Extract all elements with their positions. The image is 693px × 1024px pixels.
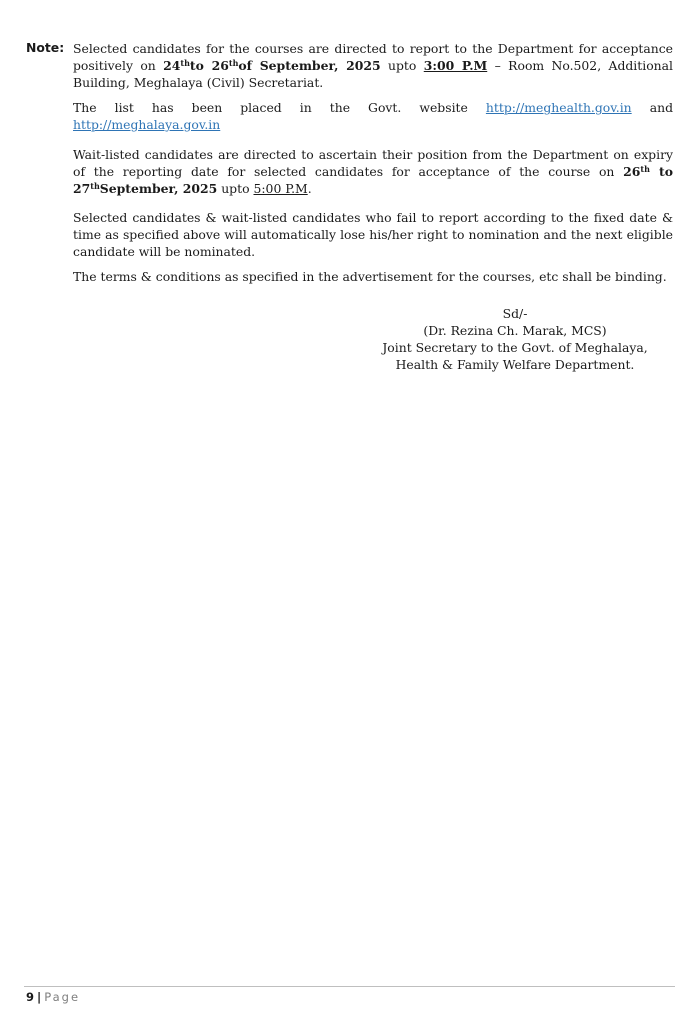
text-segment: The list has been placed in the Govt. website [73, 100, 486, 115]
text-segment: Selected candidates for the courses are directed to report to the Department for acceptance positively on [73, 41, 673, 73]
meghealth-link[interactable]: http://meghealth.gov.in [485, 100, 632, 115]
page-number: 9 [26, 990, 35, 1004]
footer-separator: | [37, 990, 42, 1004]
text-segment: – Room No.502, Additional Building, Meghalaya (Civil) Secretariat. [73, 58, 674, 90]
note-label: Note: [26, 40, 65, 55]
signature-block [380, 305, 650, 373]
text-segment: upto [217, 181, 254, 196]
signature-sd: Sd/- [502, 306, 528, 321]
reporting-time: 3:00 P.M [423, 58, 488, 73]
text-segment: upto [380, 58, 424, 73]
note-paragraph-waitlist [73, 146, 673, 197]
text-segment: Wait-listed candidates are directed to ascertain their position from the Department on expiry of the reporting date for selected candidates for acceptance of the course on [73, 147, 673, 179]
signatory-title: Joint Secretary to the Govt. of Meghalaya, [382, 340, 648, 355]
text-segment: . [307, 181, 312, 196]
note-paragraph-failure: Selected candidates & wait-listed candidates who fail to report according to the fixed date & time as specified above will automatically lose his/her right to nomination and the next eligible candidate will be nominated. [73, 210, 673, 259]
note-paragraph-reporting [73, 40, 673, 91]
meghalaya-link[interactable]: http://meghalaya.gov.in [73, 117, 221, 132]
page-label: Page [44, 990, 81, 1004]
waitlist-time: 5:00 P.M [253, 181, 308, 196]
waitlist-dates: 26th to 27thSeptember, 2025 [73, 164, 673, 196]
text-segment: and [631, 100, 673, 115]
note-paragraph-website [73, 99, 673, 133]
signatory-name: (Dr. Rezina Ch. Marak, MCS) [423, 323, 607, 338]
note-paragraph-terms: The terms & conditions as specified in the advertisement for the courses, etc shall be binding. [73, 269, 667, 284]
signatory-department: Health & Family Welfare Department. [395, 357, 635, 372]
footer-divider [24, 986, 675, 987]
reporting-dates: 24thto 26thof September, 2025 [163, 58, 381, 73]
page-footer [26, 990, 80, 1004]
